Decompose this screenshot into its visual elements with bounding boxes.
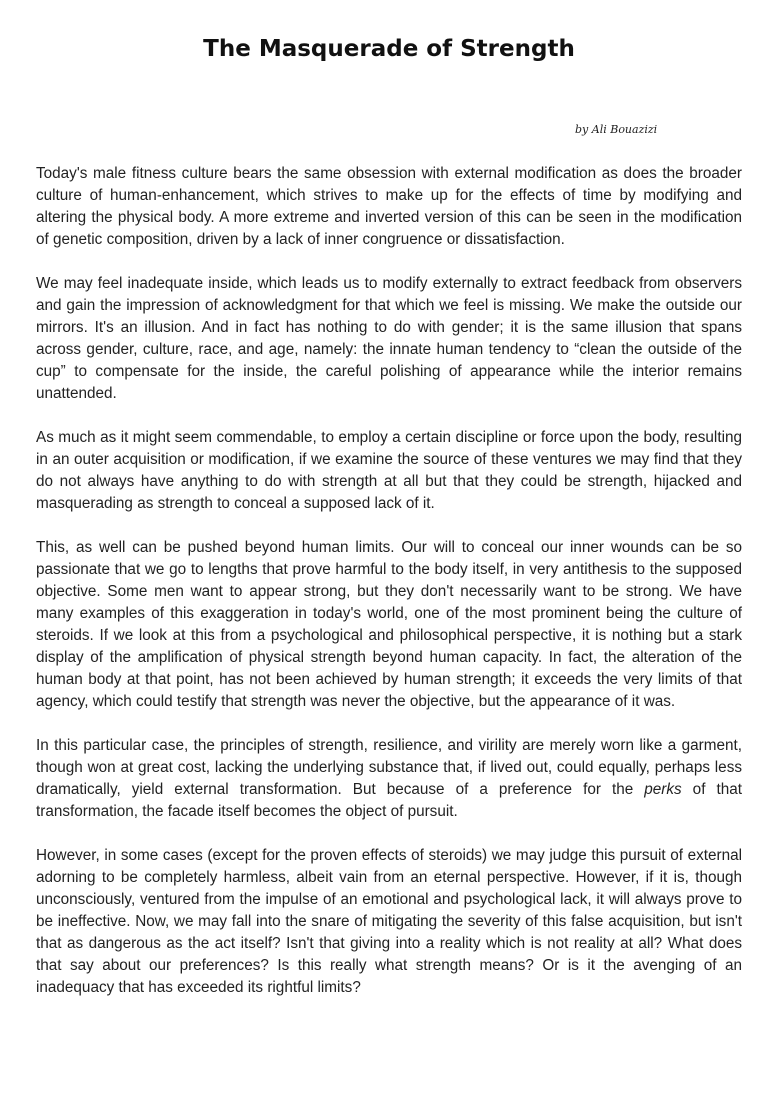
paragraph-text: In this particular case, the principles of strength, resilience, and virility are merely worn like a garment, though won at great cost, lacking the underlying substance that, if lived out, could equally, perhaps less dramatically, yield external transformation. But because of a preference for the bbox=[36, 737, 742, 798]
article-byline: by Ali Bouazizi bbox=[575, 123, 658, 136]
paragraph: As much as it might seem commendable, to employ a certain discipline or force upon the body, resulting in an outer acquisition or modification, if we examine the source of these ventures we may find that they do not always have anything to do with strength at all but that they could be strength, hijacked and masquerading as strength to conceal a supposed lack of it. bbox=[36, 429, 742, 512]
paragraph: However, in some cases (except for the proven effects of steroids) we may judge this pursuit of external adorning to be completely harmless, albeit vain from an eternal perspective. However, if it is, though unconsciously, ventured from the impulse of an emotional and psychological lack, it will always prove to be ineffective. Now, we may fall into the snare of mitigating the severity of this false acquisition, but isn't that as dangerous as the act itself? Isn't that giving into a reality which is not reality at all? What does that say about our preferences? Is this really what strength means? Or is it the avenging of an inadequacy that has exceeded its rightful limits? bbox=[36, 847, 742, 996]
paragraph: We may feel inadequate inside, which leads us to modify externally to extract feedback from observers and gain the impression of acknowledgment for that which we feel is missing. We make the outside our mirrors. It's an illusion. And in fact has nothing to do with gender; it is the same illusion that spans across gender, culture, race, and age, namely: the innate human tendency to “clean the outside of the cup” to compensate for the inside, the careful polishing of appearance while the interior remains unattended. bbox=[36, 275, 742, 402]
article-body bbox=[36, 163, 742, 999]
paragraph-text: of that transformation, the facade itself becomes the object of pursuit. bbox=[36, 781, 742, 820]
emphasis-text: perks bbox=[644, 781, 682, 798]
paragraph: This, as well can be pushed beyond human limits. Our will to conceal our inner wounds can be so passionate that we go to lengths that prove harmful to the body itself, in very antithesis to the supposed objective. Some men want to appear strong, but they don't necessarily want to be strong. We have many examples of this exaggeration in today's world, one of the most prominent being the culture of steroids. If we look at this from a psychological and philosophical perspective, it is nothing but a stark display of the amplification of physical strength beyond human capacity. In fact, the alteration of the human body at that point, has not been achieved by human strength; it exceeds the very limits of that agency, which could testify that strength was never the objective, but the appearance of it was. bbox=[36, 539, 742, 710]
article-title: The Masquerade of Strength bbox=[203, 36, 575, 62]
paragraph bbox=[36, 735, 742, 823]
paragraph: Today's male fitness culture bears the same obsession with external modification as does the broader culture of human-enhancement, which strives to make up for the effects of time by modifying and altering the physical body. A more extreme and inverted version of this can be seen in the modification of genetic composition, driven by a lack of inner congruence or dissatisfaction. bbox=[36, 165, 742, 248]
